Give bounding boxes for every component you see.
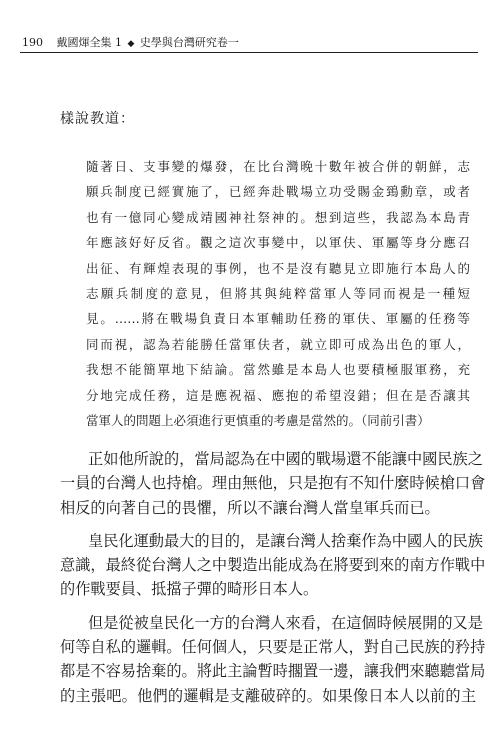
quote-line: 我想不能簡單地下結論。當然雖是本島人也要積極服軍務，充 xyxy=(86,362,470,378)
paragraph-line: 的作戰要員、抵擋子彈的畸形日本人。 xyxy=(60,580,319,599)
quote-line: 也有一億同心變成靖國神社祭神的。想到這些，我認為本島青 xyxy=(86,209,470,225)
quote-line: 同而視，認為若能勝任當軍伕者，就立即可成為出色的軍人， xyxy=(86,336,470,352)
volume-title: 史學與台灣研究卷一 xyxy=(139,36,239,49)
paragraph-line: 相反的向著自己的畏懼，所以不讓台灣人當皇軍兵而已。 xyxy=(60,498,440,517)
running-header xyxy=(22,34,476,52)
page-number: 190 xyxy=(22,36,43,49)
paragraph-line: 一員的台灣人也持槍。理由無他，只是抱有不知什麼時候槍口會 xyxy=(60,474,486,493)
paragraph-line: 但是從被皇民化一方的台灣人來看，在這個時候展開的又是 xyxy=(88,613,483,632)
quote-line: 見。……將在戰場負責日本軍輔助任務的軍伕、軍屬的任務等 xyxy=(86,311,470,327)
paragraph-line: 何等自私的邏輯。任何個人，只要是正常人，對自己民族的矜持 xyxy=(60,638,486,657)
paragraph-line: 的主張吧。他們的邏輯是支離破碎的。如果像日本人以前的主 xyxy=(60,686,476,705)
quote-line: 出征、有輝煌表現的事例，也不是沒有聽見立即施行本島人的 xyxy=(86,260,470,276)
paragraph xyxy=(60,611,486,708)
quote-line: 願兵制度已經實施了，已經奔赴戰場立功受賜金鵄勳章，或者 xyxy=(86,184,470,200)
body-text xyxy=(60,447,486,717)
paragraph-line: 皇民化運動最大的目的，是讓台灣人捨棄作為中國人的民族 xyxy=(88,531,483,550)
paragraph-line: 都是不容易捨棄的。將此主論暫時擱置一邊，讓我們來聽聽當局 xyxy=(60,662,486,681)
quote-line: 隨著日、支事變的爆發，在比台灣晚十數年被合併的朝鮮，志 xyxy=(86,159,470,174)
quote-line: 當軍人的問題上必須進行更慎重的考慮是當然的。（同前引書） xyxy=(86,412,430,428)
quote-line: 年應該好好反省。觀之這次事變中，以軍伕、軍屬等身分應召 xyxy=(86,235,470,251)
quote-line: 志願兵制度的意見，但將其與純粹當軍人等同而視是一種短 xyxy=(86,285,470,301)
paragraph xyxy=(60,447,486,520)
block-quote xyxy=(86,154,470,433)
quote-line: 分地完成任務，這是應祝福、應抱的希望沒錯；但在是否讓其 xyxy=(86,387,470,403)
header-rule xyxy=(20,52,478,53)
diamond-separator-icon: ◆ xyxy=(127,39,135,49)
paragraph-line: 意識，最終從台灣人之中製造出能成為在將要到來的南方作戰中 xyxy=(60,556,486,575)
intro-text: 樣說教道： xyxy=(60,111,135,127)
paragraph xyxy=(60,529,486,602)
book-title: 戴國煇全集 1 xyxy=(56,36,122,49)
paragraph-line: 正如他所說的，當局認為在中國的戰場還不能讓中國民族之 xyxy=(88,450,483,468)
